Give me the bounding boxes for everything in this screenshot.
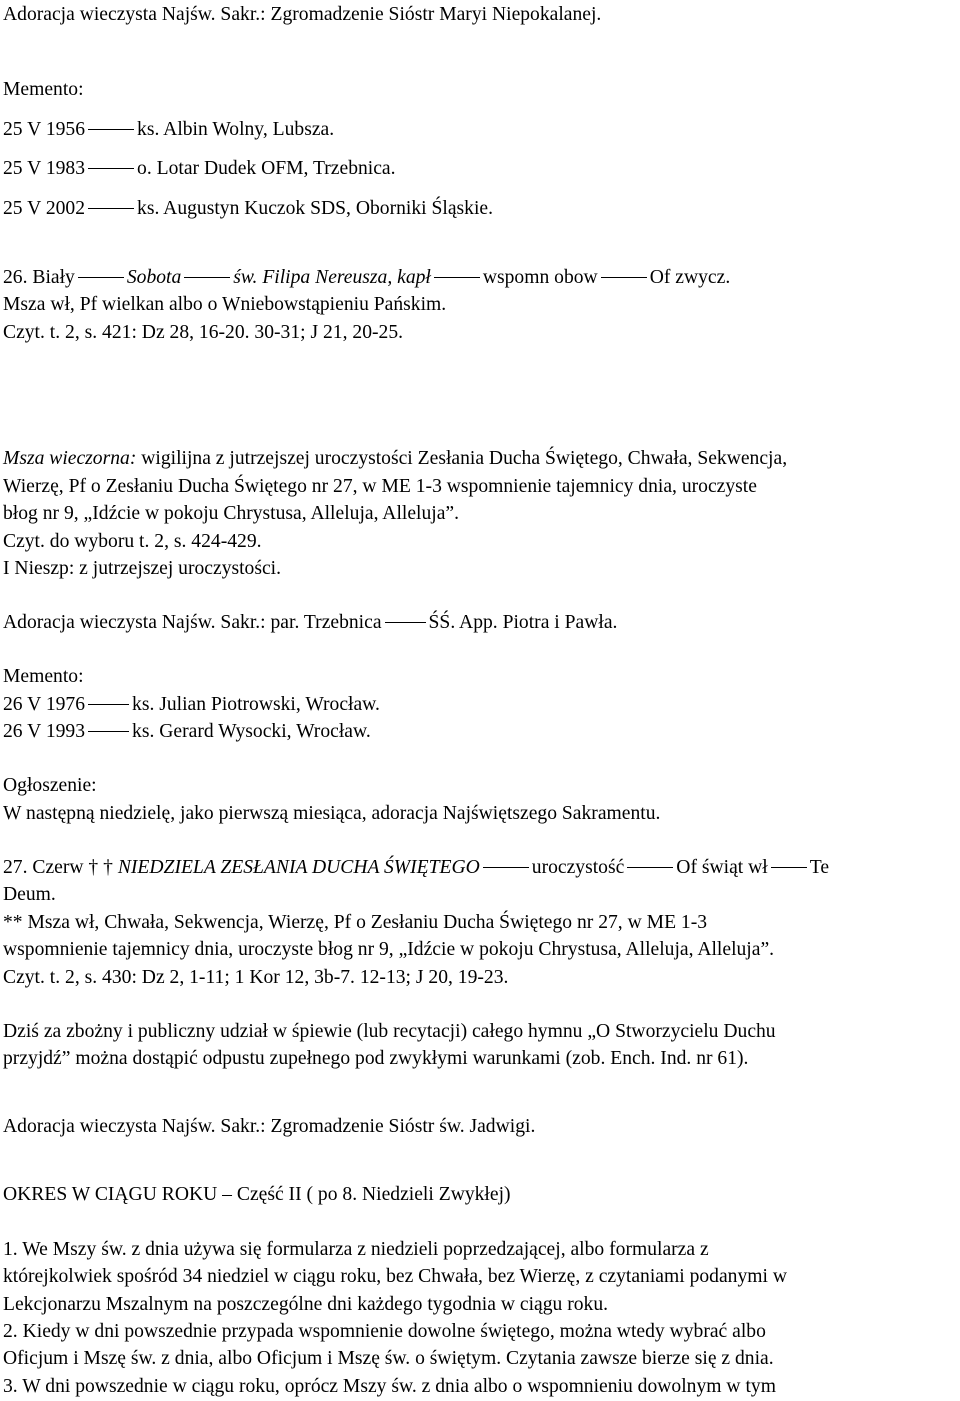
evening-mass-line: [3, 445, 787, 473]
office: Of zwycz.: [649, 267, 731, 288]
rule-line: 2. Kiedy w dni powszednie przypada wspomnienie dowolne świętego, można wtedy wybrać albo: [3, 1321, 766, 1342]
memento-label: Memento:: [3, 79, 84, 100]
section-title: OKRES W CIĄGU ROKU – Część II ( po 8. Niedzieli Zwykłej): [3, 1184, 511, 1205]
day-date: 27. Czerw † †: [3, 857, 113, 878]
em-dash: [601, 277, 647, 279]
em-dash: [88, 704, 129, 706]
em-dash: [88, 208, 134, 210]
day-date: 26. Biały: [3, 267, 75, 288]
adoracja-text: Adoracja wieczysta Najśw. Sakr.: par. Trzebnica: [3, 612, 382, 633]
evening-mass-line: Wierzę, Pf o Zesłaniu Ducha Świętego nr 27, w ME 1-3 wspomnienie tajemnicy dnia, uroczyste: [3, 476, 757, 497]
memento-entry: [3, 691, 380, 719]
memento-date: 25 V 2002: [3, 198, 86, 219]
memento-entry: [3, 155, 396, 183]
saint-name: Filipa Nereusza, kapł: [262, 267, 431, 288]
em-dash: [88, 731, 129, 733]
te-deum: Te: [809, 857, 830, 878]
memento-date: 26 V 1976: [3, 694, 86, 715]
mass-line: Msza wł, Pf wielkan albo o Wniebowstąpieniu Pańskim.: [3, 294, 447, 315]
readings-line: Czyt. t. 2, s. 430: Dz 2, 1-11; 1 Kor 12, 3b-7. 12-13; J 20, 19-23.: [3, 967, 509, 988]
adoracja-line: Adoracja wieczysta Najśw. Sakr.: Zgromadzenie Sióstr św. Jadwigi.: [3, 1116, 536, 1137]
memento-entry: [3, 195, 493, 223]
em-dash: [88, 168, 134, 170]
readings-line: Czyt. do wyboru t. 2, s. 424-429.: [3, 531, 262, 552]
memento-date: 25 V 1956: [3, 119, 86, 140]
adoracja-place: ŚŚ. App. Piotra i Pawła.: [428, 612, 618, 633]
evening-mass-label: Msza wieczorna:: [3, 448, 137, 469]
feast-name: NIEDZIELA ZESŁANIA DUCHA ŚWIĘTEGO: [117, 857, 480, 878]
rule-line: 1. We Mszy św. z dnia używa się formularza z niedzieli poprzedzającej, albo formularza z: [3, 1239, 709, 1260]
rule-line: Oficjum i Mszę św. z dnia, albo Oficjum i Mszę św. o świętym. Czytania zawsze bierze się z dnia.: [3, 1348, 774, 1369]
memento-name: ks. Gerard Wysocki, Wrocław.: [132, 721, 371, 742]
saint-prefix: św.: [233, 267, 258, 288]
office: Of świąt wł: [676, 857, 768, 878]
em-dash: [385, 622, 426, 624]
mass-line: ** Msza wł, Chwała, Sekwencja, Wierzę, Pf o Zesłaniu Ducha Świętego nr 27, w ME 1-3: [3, 912, 708, 933]
evening-mass-text: wigilijna z jutrzejszej uroczystości Zesłania Ducha Świętego, Chwała, Sekwencja,: [141, 448, 788, 469]
memento-name: ks. Julian Piotrowski, Wrocław.: [132, 694, 380, 715]
memento-entry: [3, 116, 334, 144]
weekday: Sobota: [126, 267, 182, 288]
memento-name: ks. Augustyn Kuczok SDS, Oborniki Śląskie.: [137, 198, 493, 219]
em-dash: [483, 867, 529, 869]
memento-date: 26 V 1993: [3, 721, 86, 742]
evening-mass-line: błog nr 9, „Idźcie w pokoju Chrystusa, Alleluja, Alleluja”.: [3, 503, 460, 524]
announcement-text: W następną niedzielę, jako pierwszą miesiąca, adoracja Najświętszego Sakramentu.: [3, 803, 661, 824]
em-dash: [78, 277, 124, 279]
em-dash: [88, 129, 134, 131]
em-dash: [771, 867, 807, 869]
indulgence-line: przyjdź” można dostąpić odpustu zupełnego pod zwykłymi warunkami (zob. Ench. Ind. nr 61).: [3, 1048, 749, 1069]
announcement-label: Ogłoszenie:: [3, 775, 97, 796]
vespers-line: I Nieszp: z jutrzejszej uroczystości.: [3, 558, 282, 579]
indulgence-line: Dziś za zbożny i publiczny udział w śpiewie (lub recytacji) całego hymnu „O Stworzycielu Duchu: [3, 1021, 776, 1042]
em-dash: [627, 867, 673, 869]
adoracja-line: [3, 609, 617, 637]
rule-line: Lekcjonarzu Mszalnym na poszczególne dni każdego tygodnia w ciągu roku.: [3, 1294, 609, 1315]
day-heading: [3, 854, 829, 882]
day-heading-wrap: Deum.: [3, 884, 56, 905]
day-heading: [3, 264, 730, 292]
memento-name: ks. Albin Wolny, Lubsza.: [137, 119, 335, 140]
readings-line: Czyt. t. 2, s. 421: Dz 28, 16-20. 30-31; J 21, 20-25.: [3, 322, 404, 343]
adoracja-line: Adoracja wieczysta Najśw. Sakr.: Zgromadzenie Sióstr Maryi Niepokalanej.: [3, 4, 602, 25]
memento-entry: [3, 718, 371, 746]
em-dash: [434, 277, 480, 279]
rule-line: 3. W dni powszednie w ciągu roku, oprócz Mszy św. z dnia albo o wspomnieniu dowolnym w tym: [3, 1376, 776, 1397]
memento-name: o. Lotar Dudek OFM, Trzebnica.: [137, 158, 396, 179]
rank: wspomn obow: [482, 267, 598, 288]
mass-line: wspomnienie tajemnicy dnia, uroczyste błog nr 9, „Idźcie w pokoju Chrystusa, Alleluja, Alleluja”.: [3, 939, 775, 960]
memento-date: 25 V 1983: [3, 158, 86, 179]
memento-label: Memento:: [3, 666, 84, 687]
em-dash: [184, 277, 230, 279]
rank: uroczystość: [531, 857, 625, 878]
rule-line: którejkolwiek spośród 34 niedziel w ciągu roku, bez Chwała, bez Wierzę, z czytaniami podanymi w: [3, 1266, 787, 1287]
